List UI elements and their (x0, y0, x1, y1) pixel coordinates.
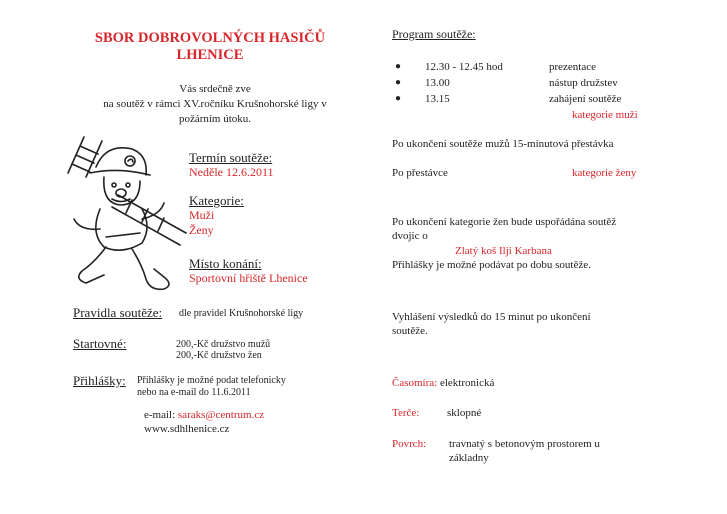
category-heading: Kategorie: (189, 193, 244, 208)
email-label: e-mail: (144, 409, 176, 421)
intro-line3: požárním útoku. (178, 113, 252, 125)
timing-label: Časomíra: (392, 377, 438, 389)
date-value: Neděle 12.6.2011 (189, 165, 274, 179)
surface-label: Povrch: (392, 438, 427, 450)
email-link[interactable]: saraks@centrum.cz (177, 409, 265, 421)
schedule-category-men: kategorie muži (572, 109, 638, 121)
break-text: Po ukončení soutěže mužů 15-minutová přestávka (392, 138, 614, 150)
date-heading: Termín soutěže: (189, 150, 273, 165)
signup-line1: Přihlášky je možné podat telefonicky (137, 375, 286, 386)
fee-women: 200,-Kč družstvo žen (176, 350, 262, 361)
category-men: Muži (189, 208, 215, 222)
title-line2: LHENICE (176, 47, 244, 63)
targets-label: Terče: (392, 407, 420, 419)
rules-label: Pravidla soutěže: (73, 305, 163, 320)
results-line1: Vyhlášení výsledků do 15 minut po ukončení (392, 311, 591, 323)
schedule-event-1: prezentace (549, 61, 597, 73)
signup-label: Přihlášky: (73, 373, 126, 388)
timing-row (392, 377, 494, 389)
firefighter-mascot-illustration (60, 133, 190, 298)
venue-heading: Místo konání: (189, 256, 262, 271)
signup-line2: nebo na e-mail do 11.6.2011 (137, 387, 251, 398)
title-line1: SBOR DOBROVOLNÝCH HASIČŮ (94, 30, 326, 46)
after-break-category: kategorie ženy (572, 167, 637, 179)
bullet-icon: ● (395, 93, 402, 104)
pairs-line1: Po ukončení kategorie žen bude uspořádána soutěž (392, 216, 617, 228)
after-break: Po přestávce (392, 167, 448, 179)
fee-label: Startovné: (73, 336, 127, 351)
pairs-line2: dvojic o (392, 230, 428, 242)
surface-line1: travnatý s betonovým prostorem u (449, 438, 600, 450)
bullet-icon: ● (395, 77, 402, 88)
surface-line2: základny (449, 452, 489, 464)
targets-value: sklopné (447, 407, 482, 419)
schedule-time-3: 13.15 (425, 93, 450, 105)
bullet-icon: ● (395, 61, 402, 72)
category-women: Ženy (189, 223, 214, 237)
venue-value: Sportovní hřiště Lhenice (189, 271, 308, 285)
schedule-time-2: 13.00 (425, 77, 450, 89)
email-row (144, 409, 264, 421)
intro-line2: na soutěž v rámci XV.ročníku Krušnohorské ligy v (103, 98, 327, 110)
schedule-event-3: zahájení soutěže (549, 93, 622, 105)
website-link[interactable]: www.sdhlhenice.cz (144, 423, 230, 435)
rules-value: dle pravidel Krušnohorské ligy (179, 308, 304, 319)
schedule-event-2: nástup družstev (549, 77, 618, 89)
timing-value: elektronická (439, 377, 495, 389)
results-line2: soutěže. (392, 325, 428, 337)
schedule-time-1: 12.30 - 12.45 hod (425, 61, 503, 73)
pairs-signup: Přihlášky je možné podávat po dobu soutěže. (392, 259, 591, 271)
fee-men: 200,-Kč družstvo mužů (176, 339, 271, 350)
trophy-name: Zlatý koš Ilji Karbana (455, 245, 552, 257)
intro-line1: Vás srdečně zve (179, 83, 251, 95)
program-heading: Program soutěže: (392, 27, 476, 41)
